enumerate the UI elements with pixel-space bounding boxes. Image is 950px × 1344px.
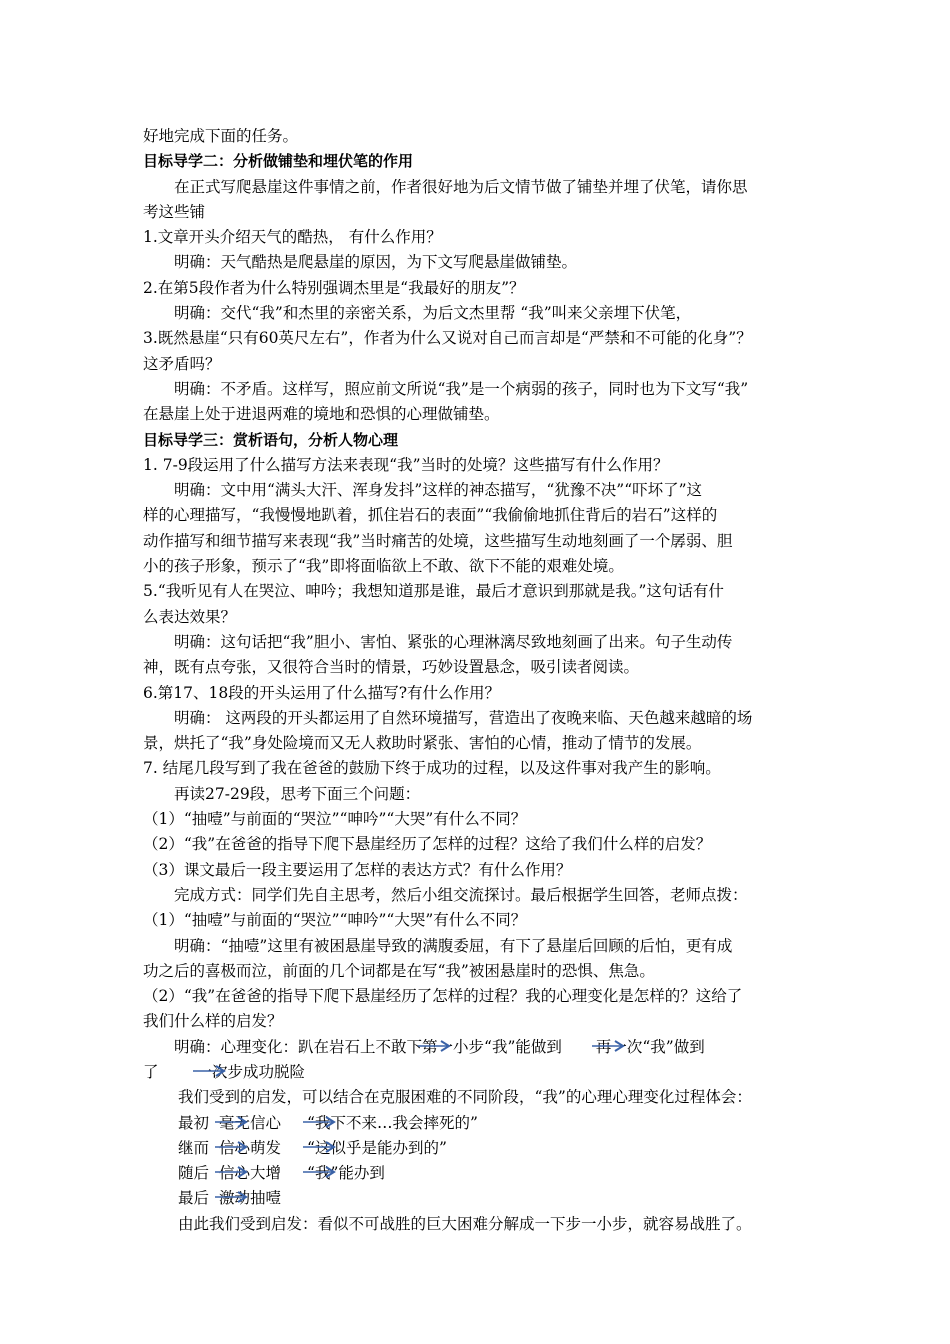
stage-label: 最后 bbox=[178, 1189, 210, 1208]
answer-4: 明确：文中用“满头大汗、浑身发抖”这样的神态描写，“犹豫不决”“吓坏了”这 bbox=[174, 481, 703, 500]
text-line: 这矛盾吗？ bbox=[143, 354, 221, 373]
question-6: 6.第17、18段的开头运用了什么描写?有什么作用？ bbox=[143, 683, 501, 702]
text-line: 功之后的喜极而泣，前面的几个词都是在写“我”被困悬崖时的恐惧、焦急。 bbox=[143, 961, 655, 980]
text-line: 我们受到的启发，可以结合在克服困难的不同阶段，“我”的心理心理变化过程体会： bbox=[178, 1088, 752, 1107]
question-5: 5.“我听见有人在哭泣、呻吟；我想知道那是谁，最后才意识到那就是我。”这句话有什 bbox=[143, 582, 724, 601]
flow-text: 步成功脱险 bbox=[227, 1062, 306, 1081]
question-2: 2.在第5段作者为什么特别强调杰里是“我最好的朋友”？ bbox=[143, 278, 525, 297]
stage-quote: “我”能办到 bbox=[307, 1164, 385, 1183]
document-body bbox=[143, 124, 809, 1237]
text-line: 考这些铺 bbox=[143, 202, 206, 221]
stage-feeling: 毫无信心 bbox=[219, 1113, 282, 1132]
arrow-icon bbox=[303, 1165, 337, 1179]
flow-text: 第一小步“我”能做到 bbox=[422, 1037, 562, 1056]
answer-sub-1: 明确：“抽噎”这里有被困悬崖导致的满腹委屈，有下了悬崖后回顾的后怕，更有成 bbox=[174, 936, 733, 955]
stage-feeling: 激动抽噎 bbox=[219, 1189, 282, 1208]
arrow-icon bbox=[215, 1165, 249, 1179]
answer-1: 明确：天气酷热是爬悬崖的原因，为下文写爬悬崖做铺垫。 bbox=[174, 253, 578, 272]
text-line: 在悬崖上处于进退两难的境地和恐惧的心理做铺垫。 bbox=[143, 405, 500, 424]
text-line: 动作描写和细节描写来表现“我”当时痛苦的处境，这些描写生动地刻画了一个孱弱、胆 bbox=[143, 531, 733, 550]
text-line: 景，烘托了“我”身处险境而又无人救助时紧张、害怕的心情，推动了情节的发展。 bbox=[143, 734, 702, 753]
stage-row-2 bbox=[143, 1136, 809, 1161]
arrow-icon bbox=[215, 1190, 249, 1204]
stage-label: 继而 bbox=[178, 1138, 210, 1157]
stage-row-3 bbox=[143, 1161, 809, 1186]
arrow-icon bbox=[303, 1140, 337, 1154]
text-line: 样的心理描写，“我慢慢地趴着，抓住岩石的表面”“我偷偷地抓住背后的岩石”这样的 bbox=[143, 506, 718, 525]
answer-6: 明确： 这两段的开头都运用了自然环境描写，营造出了夜晚来临、天色越来越暗的场 bbox=[174, 708, 753, 727]
text-line: 完成方式：同学们先自主思考，然后小组交流探讨。最后根据学生回答，老师点拨： bbox=[174, 885, 748, 904]
text-line: 在正式写爬悬崖这件事情之前，作者很好地为后文情节做了铺垫并埋了伏笔，请你思 bbox=[174, 177, 748, 196]
sub-question-1-repeat: （1）“抽噎”与前面的“哭泣”“呻吟”“大哭”有什么不同？ bbox=[143, 911, 527, 930]
arrow-icon bbox=[592, 1039, 626, 1053]
text-line: 么表达效果？ bbox=[143, 607, 237, 626]
stage-feeling: 信心大增 bbox=[219, 1164, 282, 1183]
stage-quote: “这似乎是能办到的” bbox=[307, 1138, 447, 1157]
section-heading-2: 目标导学二：分析做铺垫和埋伏笔的作用 bbox=[143, 152, 414, 171]
answer-5: 明确：这句话把“我”胆小、害怕、紧张的心理淋漓尽致地刻画了出来。句子生动传 bbox=[174, 632, 733, 651]
sub-question-3: （3）课文最后一段主要运用了怎样的表达方式？有什么作用？ bbox=[143, 860, 572, 879]
arrow-icon bbox=[215, 1115, 249, 1129]
arrow-icon bbox=[193, 1064, 227, 1078]
stage-row-4 bbox=[143, 1186, 809, 1211]
text-line: 神，既有点夸张，又很符合当时的情景，巧妙设置悬念，吸引读者阅读。 bbox=[143, 658, 640, 677]
question-3: 3.既然悬崖“只有60英尺左右”，作者为什么又说对自己而言却是“严禁和不可能的化身”？ bbox=[143, 329, 752, 348]
stage-label: 最初 bbox=[178, 1113, 210, 1132]
answer-2: 明确：交代“我”和杰里的亲密关系，为后文杰里帮 “我”叫来父亲埋下伏笔， bbox=[174, 304, 692, 323]
answer-3: 明确：不矛盾。这样写，照应前文所说“我”是一个病弱的孩子，同时也为下文写“我” bbox=[174, 379, 749, 398]
question-4: 1. 7-9段运用了什么描写方法来表现“我”当时的处境？这些描写有什么作用？ bbox=[143, 455, 669, 474]
flow-text: 明确：心理变化：趴在岩石上不敢下 bbox=[174, 1037, 423, 1056]
flow-text: 再一次“我”做到 bbox=[595, 1037, 705, 1056]
stage-quote: “我下不来…我会摔死的” bbox=[307, 1113, 478, 1132]
stage-row-1 bbox=[143, 1111, 809, 1136]
conclusion: 由此我们受到启发：看似不可战胜的巨大困难分解成一下步一小步，就容易战胜了。 bbox=[178, 1214, 752, 1233]
text-line: 再读27-29段，思考下面三个问题： bbox=[174, 784, 421, 803]
sub-question-1: （1）“抽噎”与前面的“哭泣”“呻吟”“大哭”有什么不同？ bbox=[143, 810, 527, 829]
text-line: 我们什么样的启发？ bbox=[143, 1012, 283, 1031]
sub-question-2-repeat: （2）“我”在爸爸的指导下爬下悬崖经历了怎样的过程？我的心理变化是怎样的？这给了 bbox=[143, 987, 743, 1006]
text-line: 小的孩子形象，预示了“我”即将面临欲上不敢、欲下不能的艰难处境。 bbox=[143, 557, 624, 576]
text-line: 好地完成下面的任务。 bbox=[143, 127, 299, 145]
flow-line-1 bbox=[143, 1035, 809, 1060]
flow-text: 一次 bbox=[196, 1062, 228, 1081]
arrow-icon bbox=[215, 1140, 249, 1154]
stage-feeling: 信心萌发 bbox=[219, 1138, 282, 1157]
arrow-icon bbox=[303, 1115, 337, 1129]
flow-line-2 bbox=[143, 1060, 809, 1085]
flow-text: 了 bbox=[143, 1062, 159, 1081]
arrow-icon bbox=[418, 1039, 452, 1053]
stage-label: 随后 bbox=[178, 1164, 210, 1183]
sub-question-2: （2）“我”在爸爸的指导下爬下悬崖经历了怎样的过程？这给了我们什么样的启发？ bbox=[143, 835, 712, 854]
section-heading-3: 目标导学三：赏析语句，分析人物心理 bbox=[143, 430, 399, 449]
question-1: 1.文章开头介绍天气的酷热， 有什么作用？ bbox=[143, 228, 442, 247]
question-7: 7. 结尾几段写到了我在爸爸的鼓励下终于成功的过程，以及这件事对我产生的影响。 bbox=[143, 759, 721, 778]
